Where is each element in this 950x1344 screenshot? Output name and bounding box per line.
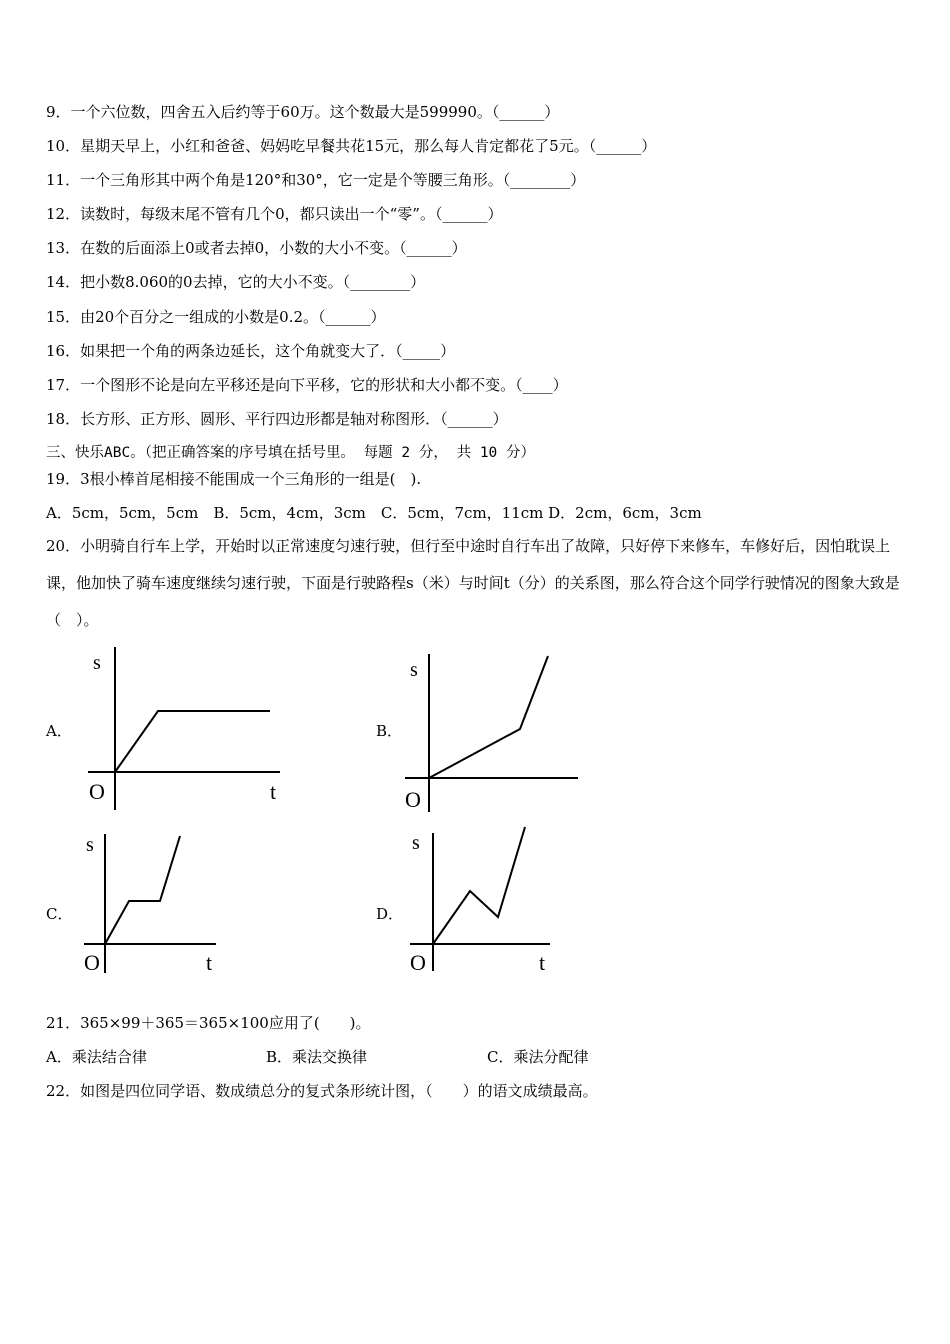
question-19: 19．3根小棒首尾相接不能围成一个三角形的一组是( ). [46,470,422,488]
graph-b-label: B． [376,722,403,740]
question-21-option-a: A．乘法结合律 [46,1048,147,1066]
graph-c-origin-label: O [84,950,100,975]
graph-c-curve [105,836,180,944]
question-13: 13．在数的后面添上0或者去掉0，小数的大小不变。（______） [46,239,467,257]
graph-b [400,652,590,817]
question-19-options: A．5cm，5cm，5cm B．5cm，4cm，3cm C．5cm，7cm，11cm D．2cm，6cm，3cm [46,504,702,522]
graph-d-origin-label: O [410,950,426,975]
graph-d [405,825,560,977]
graph-d-curve [433,827,525,944]
graph-c-label: C． [46,905,73,923]
graph-c [80,830,225,978]
graph-b-origin-label: O [405,787,421,812]
question-14: 14．把小数8.060的0去掉，它的大小不变。（________） [46,273,426,291]
graph-b-curve [429,656,548,778]
question-15: 15．由20个百分之一组成的小数是0.2。（______） [46,308,386,326]
question-21-option-c: C．乘法分配律 [487,1048,589,1066]
graph-a [80,645,290,815]
question-21-option-b: B．乘法交换律 [266,1048,368,1066]
graph-d-s-label: s [412,832,420,854]
question-21: 21．365×99＋365＝365×100应用了( )。 [46,1014,371,1032]
graph-d-t-label: t [539,950,546,975]
graph-c-t-label: t [206,950,213,975]
question-12: 12．读数时，每级末尾不管有几个0，都只读出一个“零”。（______） [46,205,503,223]
question-16: 16．如果把一个角的两条边延长，这个角就变大了．（_____） [46,342,456,360]
question-22: 22．如图是四位同学语、数成绩总分的复式条形统计图，（ ）的语文成绩最高。 [46,1082,598,1100]
question-17: 17．一个图形不论是向左平移还是向下平移，它的形状和大小都不变。（____） [46,376,568,394]
graph-a-t-label: t [270,779,277,804]
graph-c-s-label: s [86,834,94,856]
question-9: 9．一个六位数，四舍五入后约等于60万。这个数最大是599990。（______） [46,103,560,121]
question-10: 10．星期天早上，小红和爸爸、妈妈吃早餐共花15元，那么每人肯定都花了5元。（______） [46,137,657,155]
graph-a-label: A． [46,722,72,740]
graph-a-curve [115,711,270,772]
question-11: 11．一个三角形其中两个角是120°和30°，它一定是个等腰三角形。（________） [46,171,586,189]
question-18: 18．长方形、正方形、圆形、平行四边形都是轴对称图形．（______） [46,410,508,428]
question-20: 20．小明骑自行车上学，开始时以正常速度匀速行驶，但行至中途时自行车出了故障，只好停下来修车，车修好后，因怕耽误上课，他加快了骑车速度继续匀速行驶，下面是行驶路程s（米）与时间t（分）的关系图，那么符合这个同学行驶情况的图象大致是（ ）。 [46,537,900,629]
graph-a-s-label: s [93,652,101,674]
graph-d-label: D． [376,905,404,923]
graph-a-origin-label: O [89,779,105,804]
section-heading: 三、快乐ABC。（把正确答案的序号填在括号里。 每题 2 分， 共 10 分） [46,445,536,461]
graph-b-s-label: s [410,659,418,681]
